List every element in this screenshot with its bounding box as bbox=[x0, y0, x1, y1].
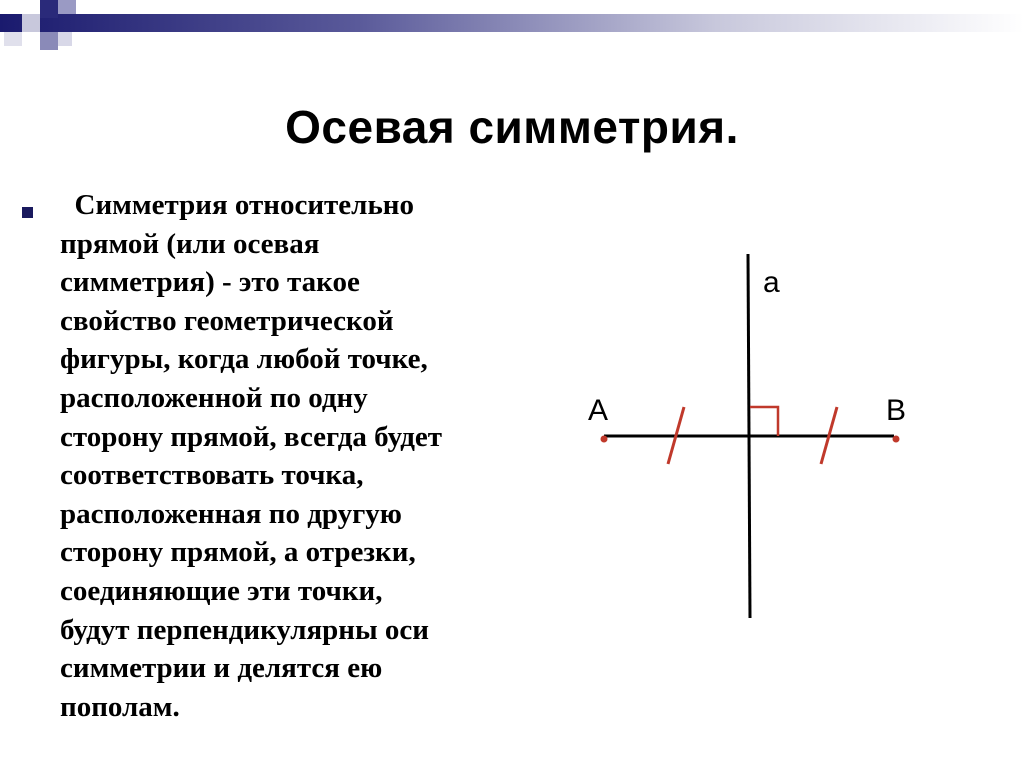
definition-text bbox=[60, 186, 550, 726]
text-line: соответствовать точка, bbox=[60, 459, 364, 492]
text-line: пополам. bbox=[60, 690, 180, 723]
symmetry-diagram bbox=[560, 240, 940, 630]
text-line: сторону прямой, а отрезки, bbox=[60, 536, 416, 569]
slide-title: Осевая симметрия. bbox=[285, 101, 739, 153]
axis-label: a bbox=[763, 266, 780, 299]
point-b-label: B bbox=[886, 394, 907, 427]
text-line: расположенной по одну bbox=[60, 381, 368, 414]
text-line: свойство геометрической bbox=[60, 304, 394, 337]
text-line: симметрия) - это такое bbox=[60, 266, 360, 299]
text-line: соединяющие эти точки, bbox=[60, 574, 383, 607]
point-b-dot bbox=[893, 436, 900, 443]
right-angle-mark bbox=[750, 407, 778, 436]
text-line: прямой (или осевая bbox=[60, 227, 320, 260]
text-line: сторону прямой, всегда будет bbox=[60, 420, 443, 453]
square-bullet-icon bbox=[22, 207, 33, 218]
text-line: Симметрия относительно bbox=[60, 189, 414, 221]
decorative-header-bar bbox=[0, 0, 1024, 60]
text-line: фигуры, когда любой точке, bbox=[60, 343, 428, 376]
text-line: расположенная по другую bbox=[60, 497, 402, 530]
point-a-label: A bbox=[588, 394, 609, 427]
text-line: будут перпендикулярны оси bbox=[60, 613, 429, 646]
text-line: симметрии и делятся ею bbox=[60, 652, 383, 685]
point-a-dot bbox=[601, 436, 608, 443]
